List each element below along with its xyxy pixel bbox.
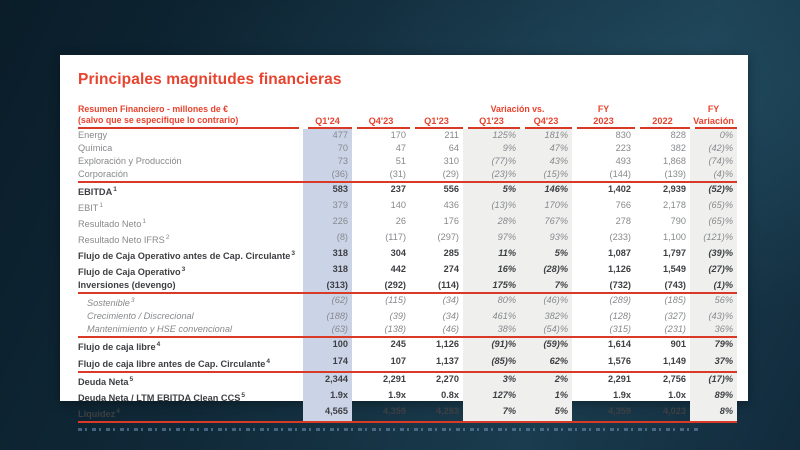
value-cell: (732) — [609, 280, 631, 291]
value-cell: 4,283 — [436, 405, 459, 416]
value-cell: (46)% — [520, 294, 572, 310]
value-cell: 80% — [463, 294, 520, 310]
value-cell: (34) — [442, 311, 459, 322]
value-cell: 766 — [615, 200, 631, 211]
value-cell: 1,126 — [608, 264, 631, 275]
column-header: Q4'23 — [520, 115, 572, 129]
table-caption-line1: Resumen Financiero - millones de € — [78, 104, 229, 114]
value-cell: 4,359 — [608, 405, 631, 416]
value-cell: 830 — [615, 130, 631, 140]
value-cell: (46) — [442, 324, 459, 335]
row-label: EBITDA$^1$ — [78, 186, 117, 198]
value-cell: 2,178 — [663, 200, 686, 211]
value-cell: 7% — [520, 279, 572, 292]
value-cell: 4,565 — [303, 405, 352, 421]
value-cell: 36% — [690, 323, 737, 336]
value-cell: 461% — [463, 310, 520, 323]
row-label: Mantenimiento y HSE convencional — [87, 324, 233, 335]
value-cell: 285 — [443, 248, 459, 259]
value-cell: 170% — [520, 199, 572, 215]
value-cell: 181% — [520, 129, 572, 142]
group-header-variacion-vs: Variación vs. — [490, 104, 545, 114]
footnote-reference: 3 — [181, 266, 186, 274]
value-cell: 442 — [390, 264, 406, 275]
value-cell: 556 — [443, 184, 459, 194]
value-cell: 100 — [303, 338, 352, 354]
column-header: Q1'23 — [463, 115, 520, 129]
footnote-reference: 1 — [142, 218, 146, 226]
value-cell: (62) — [303, 294, 352, 310]
value-cell: 174 — [303, 355, 352, 371]
value-cell: (36) — [303, 168, 352, 181]
value-cell: 274 — [443, 264, 459, 275]
value-cell: 38% — [463, 323, 520, 336]
value-cell: (42)% — [690, 142, 737, 155]
value-cell: 56% — [690, 294, 737, 310]
column-header: Variación — [690, 115, 737, 129]
value-cell: (17)% — [690, 373, 737, 389]
footnote-reference: 2 — [165, 234, 170, 242]
value-cell: 2,939 — [663, 184, 686, 194]
value-cell: (188) — [303, 310, 352, 323]
value-cell: 1.9x — [613, 389, 631, 400]
footnote-reference: 4 — [266, 357, 270, 365]
value-cell: 2,344 — [303, 373, 352, 389]
value-cell: 1,797 — [663, 248, 686, 259]
value-cell: (74)% — [690, 155, 737, 168]
value-cell: 176 — [443, 216, 459, 227]
value-cell: 436 — [443, 200, 459, 211]
row-label: Corporación — [78, 169, 129, 179]
value-cell: (115) — [385, 295, 406, 306]
value-cell: 382 — [670, 143, 686, 153]
value-cell: 4,359 — [383, 405, 406, 416]
value-cell: 2,756 — [663, 373, 686, 384]
value-cell: 175% — [463, 279, 520, 292]
value-cell: (144) — [609, 169, 631, 179]
row-label: Deuda Neta$^5$ — [78, 375, 134, 387]
value-cell: (31) — [389, 169, 406, 179]
value-cell: 278 — [615, 216, 631, 227]
value-cell: 901 — [670, 339, 686, 350]
value-cell: 245 — [390, 339, 406, 350]
value-cell: 0% — [690, 129, 737, 142]
value-cell: (63) — [303, 323, 352, 336]
value-cell: (4)% — [690, 168, 737, 181]
value-cell: 146% — [520, 183, 572, 199]
value-cell: 477 — [303, 129, 352, 142]
value-cell: 1,137 — [436, 355, 459, 366]
value-cell: 5% — [520, 405, 572, 421]
value-cell: (15)% — [520, 168, 572, 181]
value-cell: 318 — [303, 263, 352, 279]
value-cell: 127% — [463, 389, 520, 405]
value-cell: 37% — [690, 355, 737, 371]
value-cell: 51 — [395, 156, 406, 166]
value-cell: 93% — [520, 231, 572, 247]
page-title: Principales magnitudes financieras — [78, 71, 342, 88]
value-cell: (743) — [664, 280, 686, 291]
value-cell: 8% — [690, 405, 737, 421]
value-cell: 79% — [690, 338, 737, 354]
table-caption — [78, 104, 303, 129]
slide-card — [60, 55, 748, 419]
value-cell: (313) — [303, 279, 352, 292]
value-cell: 1.9x — [388, 389, 406, 400]
value-cell: 97% — [463, 231, 520, 247]
value-cell: 1% — [520, 389, 572, 405]
value-cell: (34) — [442, 295, 459, 306]
value-cell: (327) — [664, 311, 686, 322]
value-cell: 318 — [303, 247, 352, 263]
value-cell: 73 — [303, 155, 352, 168]
value-cell: 1,549 — [663, 264, 686, 275]
value-cell: (139) — [664, 169, 686, 179]
value-cell: (297) — [437, 232, 459, 243]
value-cell: (59)% — [520, 338, 572, 354]
column-header: 2023 — [572, 115, 635, 129]
value-cell: 9% — [463, 142, 520, 155]
row-label: Resultado Neto$^1$ — [78, 218, 146, 230]
value-cell: 493 — [615, 156, 631, 166]
value-cell: 26 — [395, 216, 406, 227]
value-cell: 125% — [463, 129, 520, 142]
value-cell: 62% — [520, 355, 572, 371]
value-cell: 583 — [303, 183, 352, 199]
value-cell: 2,291 — [383, 373, 406, 384]
value-cell: (39)% — [690, 247, 737, 263]
value-cell: (8) — [303, 231, 352, 247]
value-cell: (27)% — [690, 263, 737, 279]
footnote-reference: 5 — [241, 391, 245, 399]
value-cell: (114) — [438, 280, 459, 291]
column-header: 2022 — [635, 115, 690, 129]
table-caption-line2: (salvo que se especifique lo contrario) — [78, 115, 239, 125]
value-cell: (233) — [609, 232, 631, 243]
value-cell: 1,576 — [608, 355, 631, 366]
value-cell: 828 — [670, 130, 686, 140]
value-cell: 107 — [390, 355, 406, 366]
row-label: Flujo de caja libre$^4$ — [78, 341, 161, 353]
row-label: Inversiones (devengo) — [78, 280, 176, 291]
value-cell: (85)% — [463, 355, 520, 371]
value-cell: 1,100 — [663, 232, 686, 243]
table-body — [78, 129, 737, 423]
value-cell: (117) — [385, 232, 406, 243]
value-cell: (13)% — [463, 199, 520, 215]
row-label: Crecimiento / Discrecional — [87, 311, 194, 322]
row-label: Sostenible$^3$ — [87, 297, 135, 309]
value-cell: (28)% — [520, 263, 572, 279]
footnote-cutoff-strip — [78, 428, 698, 431]
value-cell: (292) — [384, 280, 406, 291]
value-cell: (289) — [609, 295, 631, 306]
value-cell: (23)% — [463, 168, 520, 181]
footnote-reference: 3 — [130, 297, 135, 305]
value-cell: 0.8x — [441, 389, 459, 400]
value-cell: 70 — [303, 142, 352, 155]
value-cell: 1,126 — [436, 339, 459, 350]
column-header: Q1'23 — [410, 115, 463, 129]
value-cell: 47 — [395, 143, 406, 153]
value-cell: (65)% — [690, 199, 737, 215]
value-cell: 226 — [303, 215, 352, 231]
value-cell: (91)% — [463, 338, 520, 354]
row-label: Flujo de caja libre antes de Cap. Circulante$^4$ — [78, 357, 270, 369]
value-cell: 140 — [390, 200, 406, 211]
footnote-reference: 4 — [156, 341, 161, 349]
footnote-reference: 4 — [116, 407, 120, 415]
value-cell: 790 — [670, 216, 686, 227]
value-cell: 1,614 — [608, 339, 631, 350]
row-label: EBIT$^1$ — [78, 202, 104, 214]
value-cell: 5% — [520, 247, 572, 263]
value-cell: 304 — [390, 248, 406, 259]
table-header — [78, 104, 737, 129]
value-cell: (65)% — [690, 215, 737, 231]
row-label: Química — [78, 143, 113, 153]
value-cell: (231) — [664, 324, 686, 335]
row-label: Exploración y Producción — [78, 156, 182, 166]
row-label: Liquidez$^4$ — [78, 407, 120, 419]
value-cell: (1)% — [690, 279, 737, 292]
footnote-reference: 3 — [291, 250, 296, 258]
value-cell: (52)% — [690, 183, 737, 199]
value-cell: 1,087 — [608, 248, 631, 259]
value-cell: 2,270 — [436, 373, 459, 384]
column-header: Q4'23 — [352, 115, 410, 129]
value-cell: 1,149 — [663, 355, 686, 366]
section-divider — [78, 421, 737, 423]
footnote-reference: 1 — [99, 202, 104, 210]
row-label: Deuda Neta / LTM EBITDA Clean CCS$^5$ — [78, 391, 245, 403]
value-cell: 16% — [463, 263, 520, 279]
value-cell: 64 — [448, 143, 459, 153]
value-cell: 310 — [443, 156, 459, 166]
value-cell: (138) — [384, 324, 406, 335]
value-cell: 1,402 — [608, 184, 631, 194]
row-label: Energy — [78, 130, 108, 140]
value-cell: 767% — [520, 215, 572, 231]
value-cell: 28% — [463, 215, 520, 231]
value-cell: 1.9x — [303, 389, 352, 405]
value-cell: 3% — [463, 373, 520, 389]
group-header-fy-variacion: FY — [707, 104, 720, 114]
value-cell: 2% — [520, 373, 572, 389]
row-label: Flujo de Caja Operativo$^3$ — [78, 266, 186, 278]
footnote-reference: 5 — [129, 375, 134, 383]
value-cell: 43% — [520, 155, 572, 168]
value-cell: (121)% — [690, 231, 737, 247]
row-label: Flujo de Caja Operativo antes de Cap. Circulante$^3$ — [78, 250, 296, 262]
value-cell: (77)% — [463, 155, 520, 168]
value-cell: 11% — [463, 247, 520, 263]
value-cell: 7% — [463, 405, 520, 421]
row-label: Resultado Neto IFRS$^2$ — [78, 234, 170, 246]
value-cell: (43)% — [690, 310, 737, 323]
value-cell: 47% — [520, 142, 572, 155]
value-cell: 89% — [690, 389, 737, 405]
value-cell: 5% — [463, 183, 520, 199]
value-cell: (185) — [664, 295, 686, 306]
value-cell: 379 — [303, 199, 352, 215]
value-cell: (128) — [609, 311, 631, 322]
value-cell: 237 — [390, 184, 406, 194]
value-cell: 211 — [444, 130, 459, 140]
footnote-reference: 1 — [113, 186, 117, 193]
value-cell: 1,868 — [663, 156, 686, 166]
value-cell: 1.0x — [668, 389, 686, 400]
value-cell: 170 — [390, 130, 406, 140]
group-header-fy-2023: FY — [597, 104, 610, 114]
value-cell: 382% — [520, 310, 572, 323]
value-cell: 2,291 — [608, 373, 631, 384]
value-cell: (315) — [609, 324, 631, 335]
value-cell: 223 — [615, 143, 631, 153]
value-cell: (54)% — [520, 323, 572, 336]
value-cell: (39) — [389, 311, 406, 322]
value-cell: (29) — [442, 169, 459, 179]
value-cell: 4,023 — [663, 405, 686, 416]
column-header: Q1'24 — [303, 115, 352, 129]
